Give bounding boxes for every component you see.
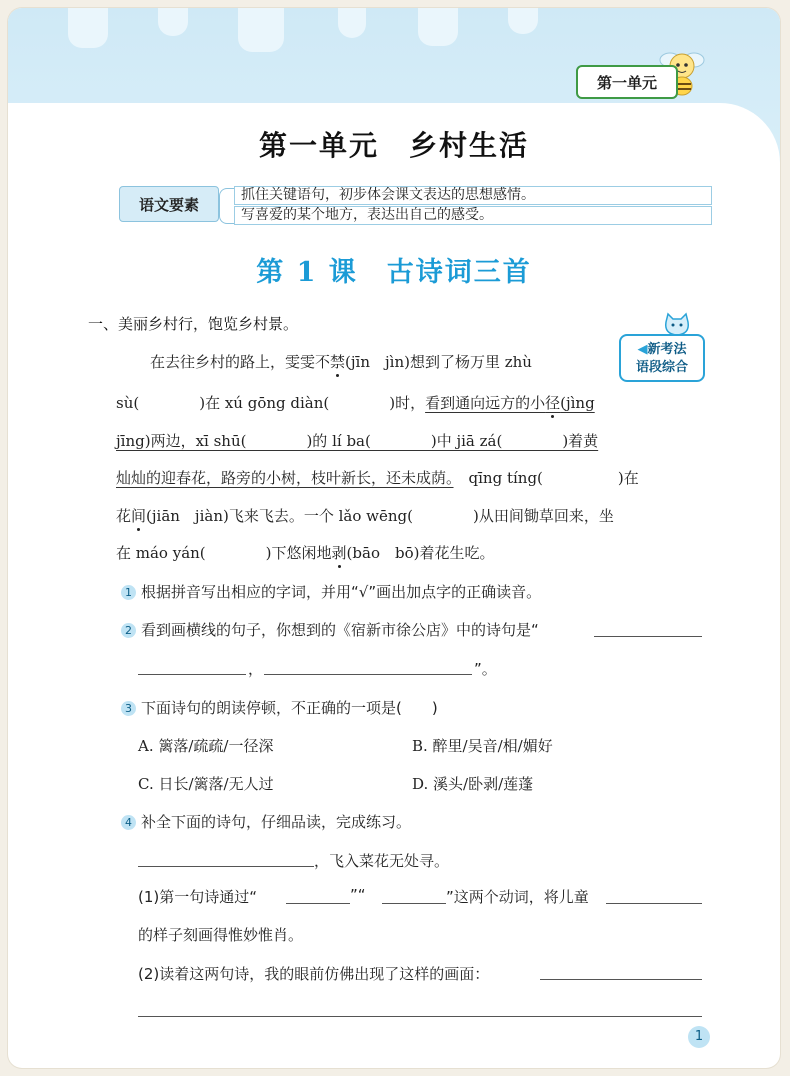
dotted-char: 禁 — [330, 353, 346, 371]
q4-sub1-cont: 的样子刻画得惟妙惟肖。 — [138, 926, 304, 944]
section-title: 一、美丽乡村行，饱览乡村景。 — [88, 315, 299, 333]
worksheet-page — [8, 8, 780, 1068]
header-drip — [238, 8, 284, 52]
question-number: 3 — [121, 701, 136, 716]
question-number: 1 — [121, 585, 136, 600]
new-method-badge — [619, 334, 705, 382]
yuwen-label: 语文要素 — [119, 186, 219, 222]
question-4 — [121, 811, 411, 832]
passage-line — [116, 430, 598, 451]
q4-sub1-mid: ”“ — [350, 886, 366, 904]
badge-line1: 新考法 — [647, 342, 687, 357]
passage-text: (jīn jìn)想到了杨万里 zhù — [345, 353, 532, 371]
header-drip — [338, 8, 366, 38]
page-number: 1 — [688, 1026, 710, 1048]
underlined-text: (jìng — [560, 394, 595, 412]
option-d[interactable]: D. 溪头/卧剥/莲蓬 — [412, 775, 534, 793]
passage-text: sù( )在 xú gōng diàn( )时， — [116, 394, 426, 412]
answer-line[interactable] — [138, 674, 246, 675]
badge-line2: 语段综合 — [635, 360, 688, 375]
poem-line: ，飞入菜花无处寻。 — [314, 852, 450, 870]
question-1 — [121, 581, 541, 602]
question-text: 根据拼音写出相应的字词，并用“√”画出加点字的正确读音。 — [141, 583, 542, 601]
question-text: 下面诗句的朗读停顿，不正确的一项是( ) — [141, 699, 438, 717]
passage-text: 在 máo yán( )下悠闲地 — [116, 544, 332, 562]
passage-text: (jiān jiàn)飞来飞去。一个 lǎo wēng( )从田间锄草回来，坐 — [146, 507, 614, 525]
passage-line — [116, 392, 595, 413]
header-drip — [418, 8, 458, 46]
question-3 — [121, 697, 438, 718]
question-2-separator: ， — [248, 660, 264, 678]
question-number: 4 — [121, 815, 136, 830]
underlined-sentence: jīng)两边，xī shū( )的 lí ba( )中 jiā zá( )着黄 — [116, 432, 599, 450]
left-arrow-icon: ◀ — [637, 342, 648, 357]
q4-sub1-start: (1)第一句诗通过“ — [138, 888, 258, 906]
dotted-char: 剥 — [331, 544, 347, 562]
unit-title: 第一单元 乡村生活 — [258, 129, 529, 162]
passage-line — [116, 542, 494, 563]
dotted-char: 径 — [545, 394, 561, 412]
passage-text: qīng tíng( )在 — [468, 469, 639, 487]
header-drip — [158, 8, 188, 36]
option-b[interactable]: B. 醉里/吴音/相/媚好 — [412, 737, 553, 755]
passage-line — [116, 467, 639, 488]
answer-line[interactable] — [606, 903, 702, 904]
question-number: 2 — [121, 623, 136, 638]
unit-tag: 第一单元 — [576, 65, 678, 99]
answer-line[interactable] — [286, 903, 350, 904]
answer-line[interactable] — [594, 636, 702, 637]
underlined-sentence: 灿灿的迎春花，路旁的小树，枝叶新长，还未成荫。 — [116, 469, 454, 487]
lesson-title: 第 1 课 古诗词三首 — [256, 257, 532, 288]
answer-line[interactable] — [138, 1016, 702, 1017]
q4-sub1-end: ”这两个动词，将儿童 — [446, 888, 589, 906]
passage-text: 花 — [116, 507, 132, 525]
answer-line[interactable] — [264, 674, 472, 675]
answer-line[interactable] — [540, 979, 702, 980]
option-a[interactable]: A. 篱落/疏疏/一径深 — [138, 737, 274, 755]
answer-line[interactable] — [382, 903, 446, 904]
underlined-text: 看到通向远方的小 — [425, 394, 546, 412]
passage-text: 在去往乡村的路上，雯雯不 — [150, 353, 331, 371]
q4-sub2: (2)读着这两句诗，我的眼前仿佛出现了这样的画面： — [138, 965, 490, 983]
header-drip — [508, 8, 538, 34]
passage-line — [150, 351, 532, 372]
question-2-end: ”。 — [474, 660, 497, 678]
question-2 — [121, 619, 539, 640]
question-text: 看到画横线的句子，你想到的《宿新市徐公店》中的诗句是“ — [141, 621, 539, 639]
underlined-sentence — [425, 394, 595, 412]
requirements-bracket — [219, 188, 234, 224]
answer-line[interactable] — [138, 866, 314, 867]
passage-line — [116, 505, 614, 526]
question-text: 补全下面的诗句，仔细品读，完成练习。 — [141, 813, 412, 831]
dotted-char: 间 — [131, 507, 147, 525]
requirement-line: 抓住关键语句，初步体会课文表达的思想感情。 — [234, 186, 712, 205]
option-c[interactable]: C. 日长/篱落/无人过 — [138, 775, 274, 793]
passage-text: (bāo bō)着花生吃。 — [346, 544, 495, 562]
header-drip — [68, 8, 108, 48]
requirement-line: 写喜爱的某个地方，表达出自己的感受。 — [234, 206, 712, 225]
